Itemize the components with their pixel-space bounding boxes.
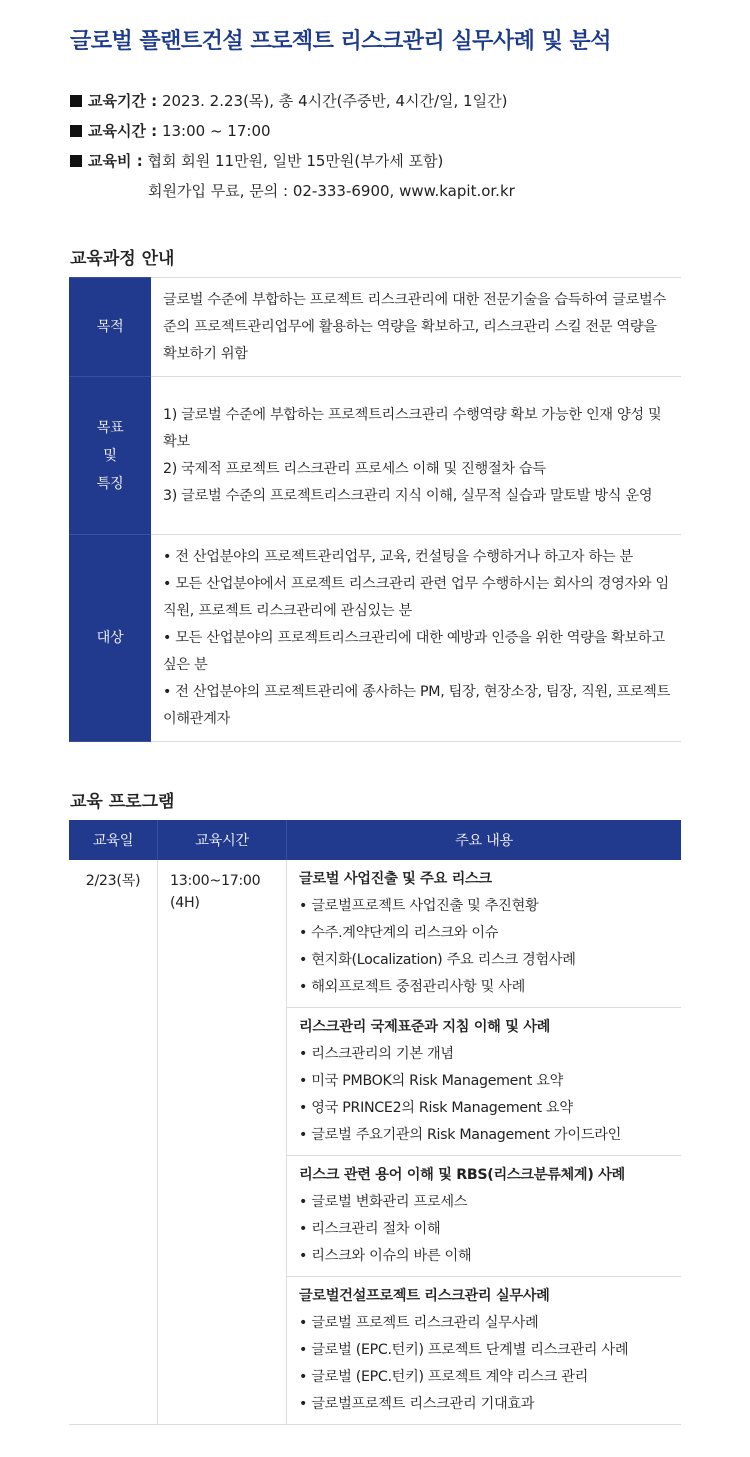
topic-item: • 해외프로젝트 중점관리사항 및 사례 <box>299 974 673 1001</box>
topic-item: • 글로벌프로젝트 리스크관리 기대효과 <box>299 1391 673 1418</box>
period-label: 교육기간 : <box>88 92 158 110</box>
topic-item: • 글로벌 프로젝트 리스크관리 실무사례 <box>299 1310 673 1337</box>
topic-block <box>287 860 682 1008</box>
program-hours: (4H) <box>170 895 200 911</box>
guide-label-line: 목표 <box>96 419 124 436</box>
guide-label-target: 대상 <box>69 535 151 742</box>
topic-item: • 글로벌프로젝트 사업진출 및 추진현황 <box>299 893 673 920</box>
guide-section-title: 교육과정 안내 <box>70 249 175 269</box>
program-row <box>69 860 681 1008</box>
guide-label-line: 및 <box>103 447 117 464</box>
guide-label-purpose: 목적 <box>69 278 151 377</box>
guide-label-line: 특징 <box>96 475 124 492</box>
program-header-row <box>69 820 681 860</box>
info-period <box>70 86 515 116</box>
guide-line: • 모든 산업분야에서 프로젝트 리스크관리 관련 업무 수행하시는 회사의 경영자와 임직원, 프로젝트 리스크관리에 관심있는 분 <box>163 575 669 619</box>
program-time-range: 13:00~17:00 <box>170 873 261 889</box>
topic-title: 리스크 관련 용어 이해 및 RBS(리스크분류체계) 사례 <box>299 1167 625 1183</box>
guide-row-purpose <box>69 278 681 377</box>
topic-title: 리스크관리 국제표준과 지침 이해 및 사례 <box>299 1019 551 1035</box>
info-fee <box>70 146 515 176</box>
topic-item: • 현지화(Localization) 주요 리스크 경험사례 <box>299 947 673 974</box>
topic-item: • 글로벌 (EPC.턴키) 프로젝트 계약 리스크 관리 <box>299 1364 673 1391</box>
page-title: 글로벌 플랜트건설 프로젝트 리스크관리 실무사례 및 분석 <box>70 29 612 54</box>
topic-block <box>287 1277 682 1425</box>
topic-block <box>287 1008 682 1156</box>
header-content: 주요 내용 <box>287 820 682 860</box>
guide-line: 3) 글로벌 수준의 프로젝트리스크관리 지식 이해, 실무적 실습과 말토발 방식 운영 <box>163 487 653 504</box>
topic-item: • 수주.계약단계의 리스크와 이슈 <box>299 920 673 947</box>
guide-content-purpose <box>151 278 681 377</box>
fee-note: 회원가입 무료, 문의 : 02-333-6900, www.kapit.or.kr <box>148 182 515 200</box>
topic-title: 글로벌 사업진출 및 주요 리스크 <box>299 871 492 887</box>
fee-label: 교육비 : <box>88 152 143 170</box>
info-time <box>70 116 515 146</box>
guide-line: • 전 산업분야의 프로젝트관리에 종사하는 PM, 팀장, 현장소장, 팀장, 직원, 프로젝트 이해관계자 <box>163 683 670 727</box>
time-value: 13:00 ~ 17:00 <box>161 122 271 140</box>
square-bullet-icon <box>70 125 82 137</box>
guide-line: • 전 산업분야의 프로젝트관리업무, 교육, 컨설팅을 수행하거나 하고자 하는 분 <box>163 548 633 565</box>
course-info <box>70 86 515 206</box>
header-date: 교육일 <box>69 820 158 860</box>
guide-line: • 모든 산업분야의 프로젝트리스크관리에 대한 예방과 인증을 위한 역량을 확보하고 싶은 분 <box>163 629 665 673</box>
program-section-title: 교육 프로그램 <box>70 792 175 812</box>
guide-content-goals <box>151 377 681 535</box>
program-time <box>158 860 287 1425</box>
guide-row-target <box>69 535 681 742</box>
guide-line: 글로벌 수준에 부합하는 프로젝트 리스크관리에 대한 전문기술을 습득하여 글로벌수준의 프로젝트관리업무에 활용하는 역량을 확보하고, 리스크관리 스킬 전문 역량을 확보하기 위함 <box>163 291 666 362</box>
course-guide-table <box>69 277 681 742</box>
period-value: 2023. 2.23(목), 총 4시간(주중반, 4시간/일, 1일간) <box>161 92 508 110</box>
guide-label-goals <box>69 377 151 535</box>
header-time: 교육시간 <box>158 820 287 860</box>
time-label: 교육시간 : <box>88 122 158 140</box>
topic-item: • 영국 PRINCE2의 Risk Management 요약 <box>299 1095 673 1122</box>
topic-title: 글로벌건설프로젝트 리스크관리 실무사례 <box>299 1288 550 1304</box>
square-bullet-icon <box>70 155 82 167</box>
topic-block <box>287 1156 682 1277</box>
guide-line: 1) 글로벌 수준에 부합하는 프로젝트리스크관리 수행역량 확보 가능한 인재 양성 및 확보 <box>163 406 662 450</box>
topic-item: • 리스크와 이슈의 바른 이해 <box>299 1243 673 1270</box>
program-date: 2/23(목) <box>69 860 158 1425</box>
topic-item: • 리스크관리 절차 이해 <box>299 1216 673 1243</box>
guide-content-target <box>151 535 681 742</box>
guide-row-goals <box>69 377 681 535</box>
square-bullet-icon <box>70 95 82 107</box>
fee-value: 협회 회원 11만원, 일반 15만원(부가세 포함) <box>147 152 444 170</box>
program-table <box>69 820 681 1425</box>
topic-item: • 글로벌 (EPC.턴키) 프로젝트 단계별 리스크관리 사례 <box>299 1337 673 1364</box>
guide-line: 2) 국제적 프로젝트 리스크관리 프로세스 이해 및 진행절차 습득 <box>163 460 546 477</box>
topic-item: • 글로벌 변화관리 프로세스 <box>299 1189 673 1216</box>
topic-item: • 미국 PMBOK의 Risk Management 요약 <box>299 1068 673 1095</box>
topic-item: • 리스크관리의 기본 개념 <box>299 1041 673 1068</box>
topic-item: • 글로벌 주요기관의 Risk Management 가이드라인 <box>299 1122 673 1149</box>
